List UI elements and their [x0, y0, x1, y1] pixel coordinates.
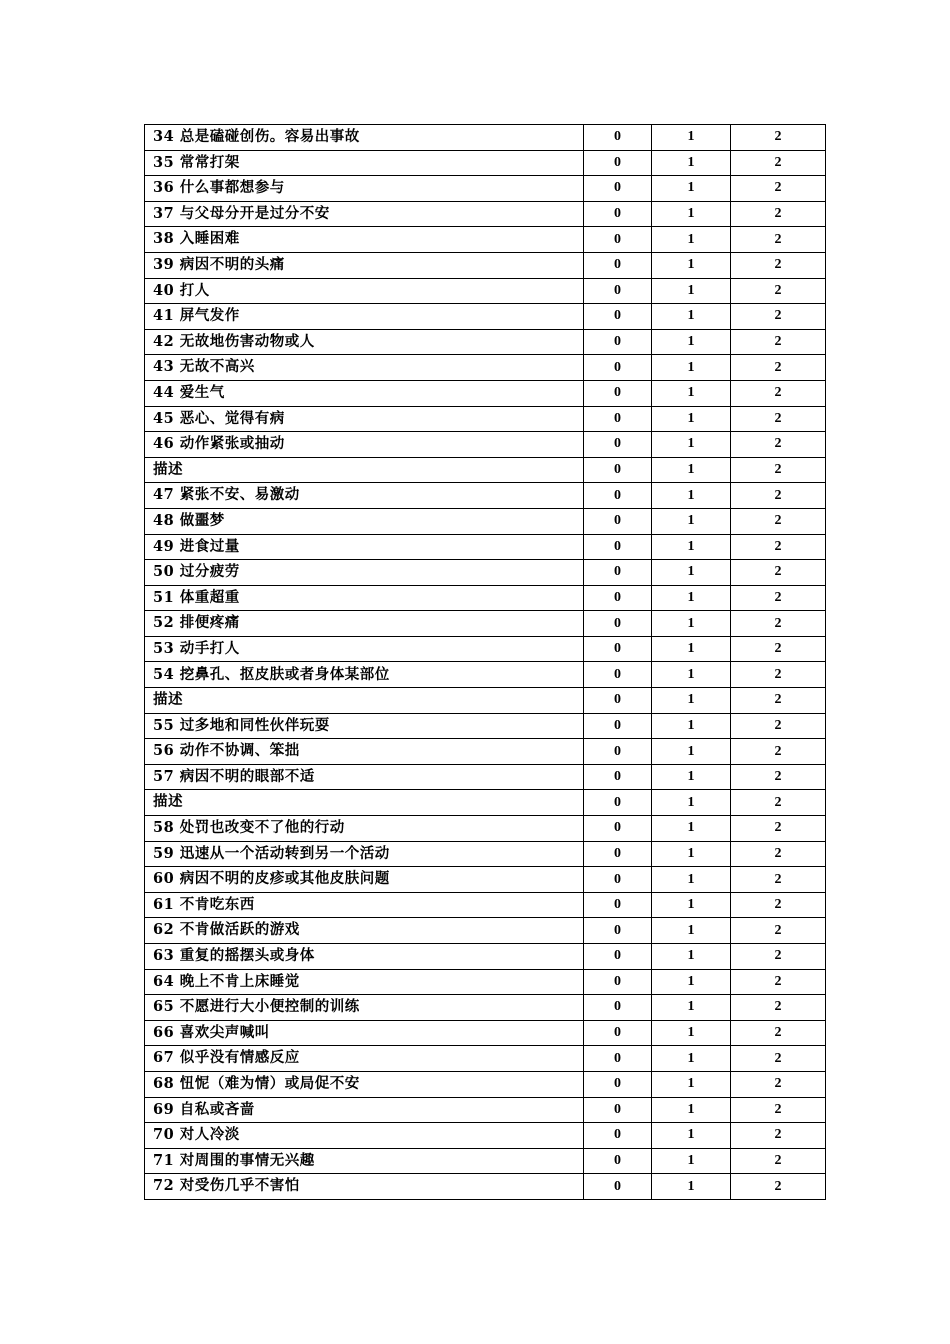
item-label: 61 不肯吃东西: [145, 892, 584, 918]
score-2: 2: [731, 329, 826, 355]
score-0: 0: [584, 944, 652, 970]
item-label: 46 动作紧张或抽动: [145, 432, 584, 458]
table-row: [145, 611, 826, 637]
item-label: 44 爱生气: [145, 380, 584, 406]
score-1: 1: [652, 406, 731, 432]
table-row: [145, 457, 826, 483]
score-1: 1: [652, 688, 731, 714]
table-row: [145, 380, 826, 406]
score-0: 0: [584, 1148, 652, 1174]
item-label: 67 似乎没有情感反应: [145, 1046, 584, 1072]
score-0: 0: [584, 432, 652, 458]
score-2: 2: [731, 841, 826, 867]
score-0: 0: [584, 201, 652, 227]
score-0: 0: [584, 969, 652, 995]
score-0: 0: [584, 1123, 652, 1149]
score-0: 0: [584, 483, 652, 509]
item-label: 64 晚上不肯上床睡觉: [145, 969, 584, 995]
item-label: 62 不肯做活跃的游戏: [145, 918, 584, 944]
score-2: 2: [731, 1174, 826, 1200]
score-0: 0: [584, 560, 652, 586]
table-row: [145, 662, 826, 688]
score-2: 2: [731, 790, 826, 816]
item-label: 60 病因不明的皮疹或其他皮肤问题: [145, 867, 584, 893]
score-0: 0: [584, 125, 652, 151]
score-2: 2: [731, 816, 826, 842]
item-label: 58 处罚也改变不了他的行动: [145, 816, 584, 842]
score-1: 1: [652, 662, 731, 688]
score-1: 1: [652, 611, 731, 637]
score-0: 0: [584, 636, 652, 662]
item-label: 52 排便疼痛: [145, 611, 584, 637]
item-label: 37 与父母分开是过分不安: [145, 201, 584, 227]
score-2: 2: [731, 227, 826, 253]
table-row: [145, 176, 826, 202]
score-0: 0: [584, 662, 652, 688]
table-row: [145, 201, 826, 227]
item-label: 43 无故不高兴: [145, 355, 584, 381]
item-label: 38 入睡困难: [145, 227, 584, 253]
score-0: 0: [584, 585, 652, 611]
score-1: 1: [652, 1097, 731, 1123]
item-label: 66 喜欢尖声喊叫: [145, 1020, 584, 1046]
table-row: [145, 841, 826, 867]
score-0: 0: [584, 508, 652, 534]
score-1: 1: [652, 764, 731, 790]
score-0: 0: [584, 995, 652, 1021]
table-row: [145, 944, 826, 970]
score-2: 2: [731, 739, 826, 765]
score-2: 2: [731, 508, 826, 534]
score-2: 2: [731, 969, 826, 995]
score-0: 0: [584, 918, 652, 944]
table-row: [145, 1046, 826, 1072]
score-2: 2: [731, 944, 826, 970]
score-2: 2: [731, 995, 826, 1021]
score-1: 1: [652, 995, 731, 1021]
score-2: 2: [731, 176, 826, 202]
table-row: [145, 995, 826, 1021]
table-row: [145, 739, 826, 765]
score-2: 2: [731, 125, 826, 151]
score-1: 1: [652, 252, 731, 278]
score-2: 2: [731, 1097, 826, 1123]
item-label: 59 迅速从一个活动转到另一个活动: [145, 841, 584, 867]
score-2: 2: [731, 1123, 826, 1149]
score-1: 1: [652, 457, 731, 483]
score-1: 1: [652, 636, 731, 662]
score-2: 2: [731, 432, 826, 458]
item-label: 71 对周围的事情无兴趣: [145, 1148, 584, 1174]
item-label: 70 对人冷淡: [145, 1123, 584, 1149]
table-row: [145, 560, 826, 586]
score-2: 2: [731, 278, 826, 304]
score-1: 1: [652, 278, 731, 304]
table-row: [145, 483, 826, 509]
item-label: 51 体重超重: [145, 585, 584, 611]
score-1: 1: [652, 176, 731, 202]
item-label: 40 打人: [145, 278, 584, 304]
score-2: 2: [731, 636, 826, 662]
item-label: 56 动作不协调、笨拙: [145, 739, 584, 765]
score-0: 0: [584, 252, 652, 278]
score-0: 0: [584, 227, 652, 253]
score-1: 1: [652, 227, 731, 253]
table-row: [145, 329, 826, 355]
item-label: 72 对受伤几乎不害怕: [145, 1174, 584, 1200]
score-1: 1: [652, 790, 731, 816]
table-row: [145, 1148, 826, 1174]
item-label: 50 过分疲劳: [145, 560, 584, 586]
score-2: 2: [731, 355, 826, 381]
score-0: 0: [584, 534, 652, 560]
score-0: 0: [584, 1071, 652, 1097]
score-2: 2: [731, 304, 826, 330]
score-2: 2: [731, 560, 826, 586]
item-label: 47 紧张不安、易激动: [145, 483, 584, 509]
score-2: 2: [731, 764, 826, 790]
score-1: 1: [652, 560, 731, 586]
table-row: [145, 252, 826, 278]
document-page: [144, 124, 825, 1200]
table-row: [145, 304, 826, 330]
score-0: 0: [584, 1174, 652, 1200]
score-0: 0: [584, 1020, 652, 1046]
score-1: 1: [652, 1071, 731, 1097]
score-0: 0: [584, 176, 652, 202]
score-0: 0: [584, 406, 652, 432]
score-2: 2: [731, 1046, 826, 1072]
score-2: 2: [731, 918, 826, 944]
table-row: [145, 1020, 826, 1046]
score-0: 0: [584, 329, 652, 355]
score-2: 2: [731, 688, 826, 714]
score-2: 2: [731, 406, 826, 432]
table-row: [145, 125, 826, 151]
table-row: [145, 534, 826, 560]
score-1: 1: [652, 944, 731, 970]
score-2: 2: [731, 662, 826, 688]
table-row: [145, 713, 826, 739]
score-1: 1: [652, 304, 731, 330]
table-row: [145, 892, 826, 918]
score-0: 0: [584, 739, 652, 765]
score-2: 2: [731, 867, 826, 893]
item-label: 描述: [145, 457, 584, 483]
score-0: 0: [584, 867, 652, 893]
table-row: [145, 585, 826, 611]
score-1: 1: [652, 892, 731, 918]
score-1: 1: [652, 816, 731, 842]
score-1: 1: [652, 432, 731, 458]
score-0: 0: [584, 790, 652, 816]
table-row: [145, 1071, 826, 1097]
score-1: 1: [652, 508, 731, 534]
item-label: 45 恶心、觉得有病: [145, 406, 584, 432]
item-label: 49 进食过量: [145, 534, 584, 560]
table-row: [145, 432, 826, 458]
item-label: 39 病因不明的头痛: [145, 252, 584, 278]
item-label: 42 无故地伤害动物或人: [145, 329, 584, 355]
item-label: 68 忸怩（难为情）或局促不安: [145, 1071, 584, 1097]
table-row: [145, 918, 826, 944]
score-2: 2: [731, 483, 826, 509]
table-row: [145, 816, 826, 842]
score-0: 0: [584, 304, 652, 330]
score-1: 1: [652, 534, 731, 560]
item-label: 36 什么事都想参与: [145, 176, 584, 202]
score-1: 1: [652, 1020, 731, 1046]
score-1: 1: [652, 585, 731, 611]
score-2: 2: [731, 1071, 826, 1097]
table-row: [145, 790, 826, 816]
score-0: 0: [584, 1046, 652, 1072]
score-0: 0: [584, 355, 652, 381]
score-0: 0: [584, 713, 652, 739]
score-2: 2: [731, 457, 826, 483]
table-row: [145, 1123, 826, 1149]
table-row: [145, 406, 826, 432]
table-row: [145, 764, 826, 790]
score-2: 2: [731, 713, 826, 739]
score-1: 1: [652, 150, 731, 176]
score-1: 1: [652, 125, 731, 151]
score-1: 1: [652, 867, 731, 893]
score-0: 0: [584, 278, 652, 304]
table-row: [145, 150, 826, 176]
table-row: [145, 1097, 826, 1123]
table-row: [145, 969, 826, 995]
score-1: 1: [652, 841, 731, 867]
item-label: 48 做噩梦: [145, 508, 584, 534]
score-2: 2: [731, 585, 826, 611]
score-1: 1: [652, 1148, 731, 1174]
table-row: [145, 636, 826, 662]
table-row: [145, 688, 826, 714]
score-0: 0: [584, 150, 652, 176]
table-row: [145, 867, 826, 893]
score-0: 0: [584, 1097, 652, 1123]
score-2: 2: [731, 380, 826, 406]
score-0: 0: [584, 611, 652, 637]
item-label: 63 重复的摇摆头或身体: [145, 944, 584, 970]
score-1: 1: [652, 969, 731, 995]
item-label: 69 自私或吝啬: [145, 1097, 584, 1123]
score-2: 2: [731, 150, 826, 176]
score-1: 1: [652, 380, 731, 406]
score-2: 2: [731, 611, 826, 637]
score-0: 0: [584, 892, 652, 918]
score-0: 0: [584, 457, 652, 483]
score-1: 1: [652, 329, 731, 355]
score-1: 1: [652, 1046, 731, 1072]
item-label: 35 常常打架: [145, 150, 584, 176]
score-0: 0: [584, 816, 652, 842]
behavior-checklist-table: [144, 124, 826, 1200]
score-2: 2: [731, 534, 826, 560]
item-label: 57 病因不明的眼部不适: [145, 764, 584, 790]
item-label: 34 总是磕碰创伤。容易出事故: [145, 125, 584, 151]
score-1: 1: [652, 713, 731, 739]
score-1: 1: [652, 1123, 731, 1149]
score-2: 2: [731, 1148, 826, 1174]
item-label: 41 屏气发作: [145, 304, 584, 330]
score-1: 1: [652, 355, 731, 381]
score-0: 0: [584, 688, 652, 714]
table-row: [145, 1174, 826, 1200]
checklist-rows: [145, 125, 826, 1200]
item-label: 65 不愿进行大小便控制的训练: [145, 995, 584, 1021]
score-2: 2: [731, 1020, 826, 1046]
score-0: 0: [584, 764, 652, 790]
score-0: 0: [584, 841, 652, 867]
table-row: [145, 227, 826, 253]
item-label: 55 过多地和同性伙伴玩耍: [145, 713, 584, 739]
score-2: 2: [731, 201, 826, 227]
item-label: 描述: [145, 790, 584, 816]
score-1: 1: [652, 918, 731, 944]
table-row: [145, 355, 826, 381]
score-2: 2: [731, 252, 826, 278]
score-1: 1: [652, 201, 731, 227]
item-label: 53 动手打人: [145, 636, 584, 662]
item-label: 描述: [145, 688, 584, 714]
score-2: 2: [731, 892, 826, 918]
score-1: 1: [652, 739, 731, 765]
table-row: [145, 278, 826, 304]
score-1: 1: [652, 483, 731, 509]
score-0: 0: [584, 380, 652, 406]
table-row: [145, 508, 826, 534]
item-label: 54 挖鼻孔、抠皮肤或者身体某部位: [145, 662, 584, 688]
score-1: 1: [652, 1174, 731, 1200]
